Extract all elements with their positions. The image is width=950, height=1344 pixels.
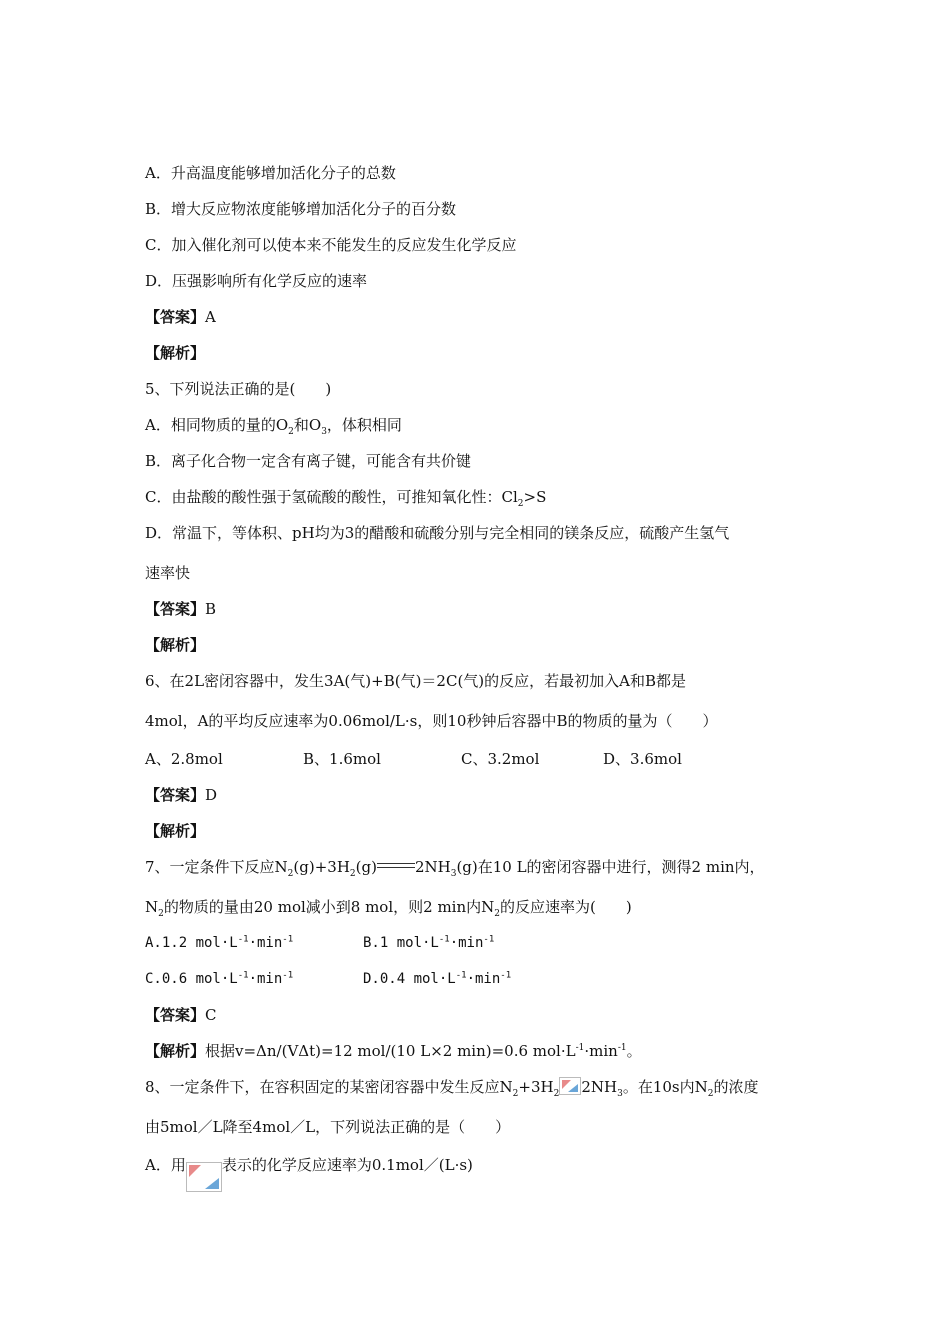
text: ·min xyxy=(248,935,283,951)
q6-answer xyxy=(145,785,217,805)
superscript: -1 xyxy=(282,970,294,981)
broken-image-icon xyxy=(186,1162,222,1192)
text: (g) xyxy=(355,858,377,876)
subscript: 3 xyxy=(450,869,457,879)
text: (g)+3H xyxy=(293,858,350,876)
q5-stem: 5、下列说法正确的是( ) xyxy=(145,380,332,398)
answer-label: 【答案】 xyxy=(145,600,206,618)
text: A．相同物质的量的O xyxy=(145,416,289,434)
text: ·min xyxy=(466,971,501,987)
text: 2NH xyxy=(581,1078,618,1096)
text: 7、一定条件下反应N xyxy=(145,858,288,876)
q8-stem-line2: 由5mol／L降至4mol／L，下列说法正确的是（ ） xyxy=(145,1118,511,1136)
q7-option-d xyxy=(363,969,511,989)
text: B.1 mol·L xyxy=(363,935,439,951)
q7-options-row2 xyxy=(145,969,511,989)
subscript: 3 xyxy=(617,1089,623,1099)
answer-value: B xyxy=(205,600,217,618)
subscript: 2 xyxy=(512,1089,519,1099)
text: >S xyxy=(523,488,547,506)
subscript: 2 xyxy=(707,1089,714,1099)
equilibrium-arrow-icon xyxy=(377,862,415,870)
q4-option-b: B．增大反应物浓度能够增加活化分子的百分数 xyxy=(145,200,457,218)
q6-analysis-label: 【解析】 xyxy=(145,822,206,840)
subscript: 2 xyxy=(517,499,524,509)
text: D.0.4 mol·L xyxy=(363,971,456,987)
q6-stem-line2: 4mol，A的平均反应速率为0.06mol/L·s，则10秒钟后容器中B的物质的量为（ ） xyxy=(145,712,718,730)
answer-value: C xyxy=(205,1006,217,1024)
q8-option-a xyxy=(145,1155,473,1175)
q6-option-b: B、1.6mol xyxy=(303,750,381,768)
q5-option-b: B．离子化合物一定含有离子键，可能含有共价键 xyxy=(145,452,472,470)
q7-stem-line1 xyxy=(145,857,765,877)
text: 根据v=Δn/(VΔt)=12 mol/(10 L×2 min)=0.6 mol·L xyxy=(205,1042,576,1060)
q5-answer xyxy=(145,599,216,619)
superscript: -1 xyxy=(500,970,512,981)
q6-options xyxy=(145,749,682,769)
text: 的物质的量由20 mol减小到8 mol，则2 min内N xyxy=(163,898,495,916)
q4-option-a: A．升高温度能够增加活化分子的总数 xyxy=(145,164,396,182)
q4-analysis-label: 【解析】 xyxy=(145,344,206,362)
text: ·min xyxy=(449,935,484,951)
subscript: 2 xyxy=(349,869,356,879)
text: 。在10s内N xyxy=(622,1078,708,1096)
superscript: -1 xyxy=(483,934,495,945)
q4-answer xyxy=(145,307,216,327)
answer-label: 【答案】 xyxy=(145,786,206,804)
q6-stem-line1: 6、在2L密闭容器中，发生3A(气)+B(气)＝2C(气)的反应，若最初加入A和B都是 xyxy=(145,672,687,690)
text: N xyxy=(145,898,159,916)
text: C．由盐酸的酸性强于氢硫酸的酸性，可推知氧化性：Cl xyxy=(145,488,518,506)
text: ，体积相同 xyxy=(326,416,402,434)
answer-value: A xyxy=(205,308,216,326)
text: 。 xyxy=(626,1042,642,1060)
text: 的反应速率为( ) xyxy=(499,898,632,916)
q5-option-d-line2: 速率快 xyxy=(145,564,191,582)
broken-image-icon xyxy=(559,1077,581,1095)
superscript: -1 xyxy=(237,934,249,945)
q7-stem-line2 xyxy=(145,897,632,917)
q7-option-c xyxy=(145,969,363,989)
text: ·min xyxy=(248,971,283,987)
subscript: 2 xyxy=(494,909,500,919)
superscript: -1 xyxy=(575,1043,585,1053)
q5-analysis-label: 【解析】 xyxy=(145,636,206,654)
subscript: 2 xyxy=(553,1089,560,1099)
superscript: -1 xyxy=(438,934,450,945)
text: 2NH xyxy=(414,858,451,876)
q5-option-d-line1: D．常温下，等体积、pH均为3的醋酸和硫酸分别与完全相同的镁条反应，硫酸产生氢气 xyxy=(145,524,730,542)
answer-label: 【答案】 xyxy=(145,1006,206,1024)
text: A．用 xyxy=(145,1156,186,1174)
answer-value: D xyxy=(205,786,218,804)
text: 的浓度 xyxy=(713,1078,759,1096)
superscript: -1 xyxy=(237,970,249,981)
q7-options-row1 xyxy=(145,933,494,953)
text: +3H xyxy=(518,1078,554,1096)
superscript: -1 xyxy=(282,934,294,945)
text: A.1.2 mol·L xyxy=(145,935,238,951)
text: 表示的化学反应速率为0.1mol／(L·s) xyxy=(221,1156,473,1174)
q7-analysis xyxy=(145,1041,642,1061)
q5-option-a xyxy=(145,415,402,435)
q7-option-a xyxy=(145,933,363,953)
q7-answer xyxy=(145,1005,217,1025)
text: 8、一定条件下，在容积固定的某密闭容器中发生反应N xyxy=(145,1078,513,1096)
analysis-label: 【解析】 xyxy=(145,1042,206,1060)
text: ·min xyxy=(584,1042,618,1060)
subscript: 2 xyxy=(288,427,294,437)
text: C.0.6 mol·L xyxy=(145,971,238,987)
subscript: 2 xyxy=(287,869,294,879)
answer-label: 【答案】 xyxy=(145,308,206,326)
q6-option-a: A、2.8mol xyxy=(145,750,223,768)
q5-option-c xyxy=(145,487,546,507)
superscript: -1 xyxy=(455,970,467,981)
subscript: 3 xyxy=(321,427,327,437)
q4-option-c: C．加入催化剂可以使本来不能发生的反应发生化学反应 xyxy=(145,236,517,254)
text: (g)在10 L的密闭容器中进行，测得2 min内， xyxy=(456,858,765,876)
text: 和O xyxy=(293,416,322,434)
q4-option-d: D．压强影响所有化学反应的速率 xyxy=(145,272,368,290)
q6-option-d: D、3.6mol xyxy=(603,750,682,768)
q6-option-c: C、3.2mol xyxy=(461,750,540,768)
subscript: 2 xyxy=(158,909,164,919)
q7-option-b xyxy=(363,933,494,953)
q8-stem-line1 xyxy=(145,1077,759,1097)
superscript: -1 xyxy=(617,1043,627,1053)
